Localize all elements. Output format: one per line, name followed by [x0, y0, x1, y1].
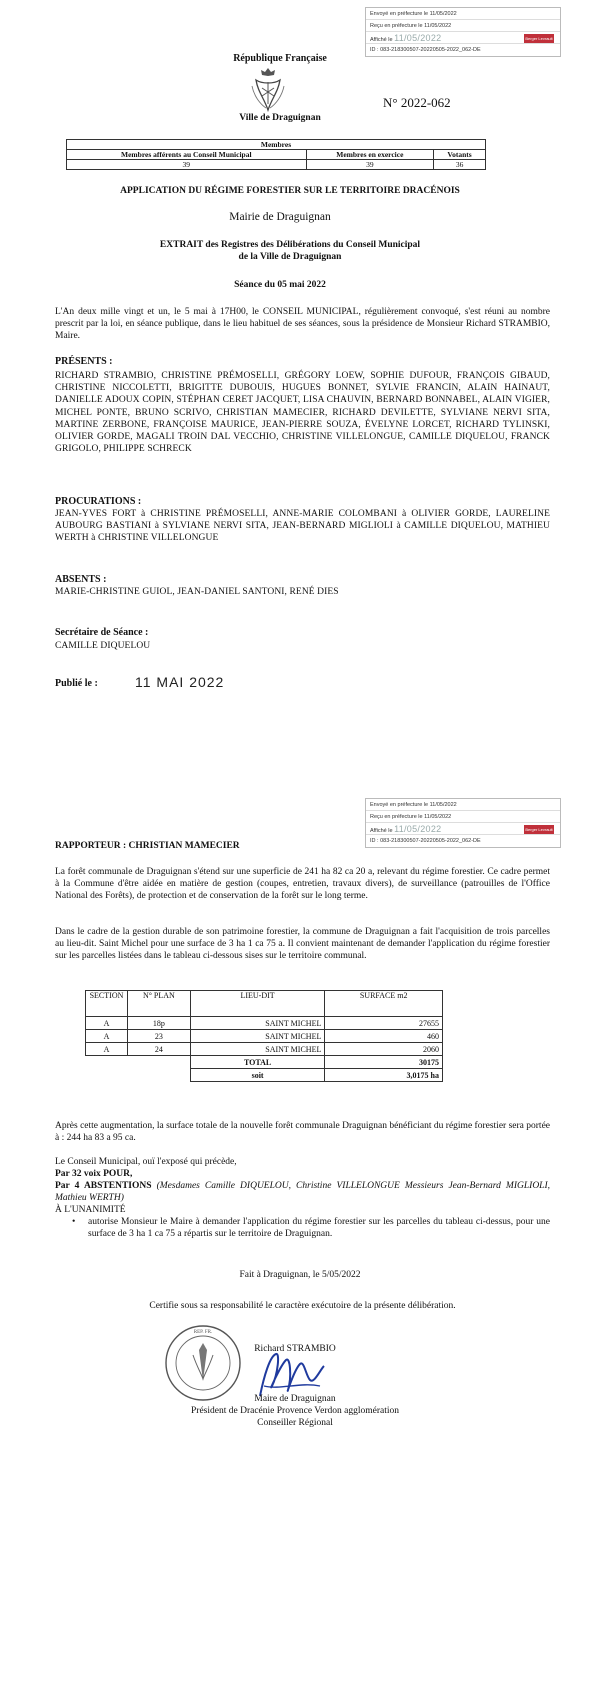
presents-list: RICHARD STRAMBIO, CHRISTINE PRÉMOSELLI, GRÉGORY LOEW, SOPHIE DUFOUR, FRANÇOIS GIBAUD, CHRISTINE NICCOLETTI, BRIGITTE DUBOUIS, HUGUES BONNET, SYLVIE FRANCIN, ALAIN HAINAUT, DANIELLE ADOUX COPIN, STÉPHAN CERET JACQUET, LISA CHAUVIN, BERNARD BONNABEL, ALAIN VIGIER, MICHEL PONTE, BRUNO SCRIVO, CHRISTIAN MAMECIER, RICHARD DEVILETTE, SYLVIANE NERVI SITA, MARTINE ZERBONE, FRANÇOISE MAURICE, JEAN-PIERRE SOUZA, ÉVELYNE LORCET, RICHARD TYLINSKI, OLIVIER GORDE, MAGALI TROIN DAL VECCHIO, CHRISTINE VILLELONGUE, CAMILLE DIQUELOU, FRANCK GRIGOLO, PHILIPPE SCHRECK: [55, 371, 550, 455]
intro-paragraph: L'An deux mille vingt et un, le 5 mai à 17H00, le CONSEIL MUNICIPAL, régulièrement convoqué, s'est réuni au nombre prescrit par la loi, en séance publique, dans le lieu habituel de ses séances, sous la présidence de Monsieur Richard STRAMBIO, Maire.: [55, 307, 550, 341]
rapporteur: [55, 841, 240, 851]
stamp-posted: [366, 32, 560, 44]
deliberation-number: N° 2022-062: [383, 95, 451, 110]
rapporteur-text: RAPPORTEUR : CHRISTIAN MAMECIER: [55, 841, 240, 851]
membres-value: 39: [67, 160, 307, 170]
parcels-header: SURFACE m2: [325, 991, 443, 1017]
membres-value: 39: [306, 160, 434, 170]
membres-table: [66, 139, 486, 170]
paragraph-acquisition: Dans le cadre de la gestion durable de son patrimoine forestier, la commune de Draguignan a fait l'acquisition de trois parcelles au lieu-dit. Saint Michel pour une surface de 3 ha 1 ca 75 a. Il convient maintenant de demander l'application du régime forestier sur les parcelles listées dans le tableau ci-dessous sises sur le territoire communal.: [55, 927, 550, 961]
city-label: Ville de Draguignan: [239, 113, 321, 123]
parcels-header: LIEU-DIT: [190, 991, 325, 1017]
cell-plan: 23: [127, 1030, 190, 1043]
table-row-total: [86, 1056, 443, 1069]
cell-plan: 24: [127, 1043, 190, 1056]
table-row-soit: [86, 1069, 443, 1082]
stamp-posted-date: 11/05/2022: [394, 33, 442, 43]
stamp-posted-date: 11/05/2022: [394, 824, 442, 834]
republic-label: République Française: [233, 53, 327, 64]
procurations-label: PROCURATIONS :: [55, 496, 142, 507]
parcels-header: SECTION: [86, 991, 128, 1017]
seance-date: Séance du 05 mai 2022: [234, 280, 326, 290]
stamp-posted-label: Affiché le: [370, 828, 393, 834]
cell-surface: 460: [325, 1030, 443, 1043]
soit-label: soit: [190, 1069, 325, 1082]
prefecture-stamp: [365, 7, 561, 57]
bullet-icon: •: [72, 1217, 76, 1227]
paragraph-forest: La forêt communale de Draguignan s'étend sur une superficie de 241 ha 82 ca 20 a, relevant du régime forestier. Ce cadre permet à la Commune d'être aidée en matière de gestion (coupes, entretien, travaux divers), de surveillance (patrouilles de l'Office National des Forêts), de protection et de conservation de la forêt sur le long terme.: [55, 867, 550, 901]
membres-header: Membres afférents au Conseil Municipal: [67, 150, 307, 160]
membres-value: 36: [434, 160, 486, 170]
paragraph-total-surface: Après cette augmentation, la surface totale de la nouvelle forêt communale Draguignan bénéficiant du régime forestier sera portée à : 244 ha 83 a 95 ca.: [55, 1121, 550, 1143]
stamp-posted-label: Affiché le: [370, 37, 393, 43]
fait-a: Fait à Draguignan, le 5/05/2022: [239, 1270, 361, 1280]
absents-list: MARIE-CHRISTINE GUIOL, JEAN-DANIEL SANTONI, RENÉ DIES: [55, 587, 339, 597]
cell-section: A: [86, 1017, 128, 1030]
signatory-title-2: Président de Dracénie Provence Verdon agglomération: [191, 1406, 399, 1416]
city-emblem-icon: [248, 66, 288, 112]
extract-line-2: de la Ville de Draguignan: [238, 252, 342, 262]
mairie-label: Mairie de Draguignan: [229, 211, 331, 223]
presents-label: PRÉSENTS :: [55, 356, 113, 367]
cell-lieu-dit: SAINT MICHEL: [190, 1043, 325, 1056]
total-label: TOTAL: [190, 1056, 325, 1069]
absents-label: ABSENTS :: [55, 574, 107, 585]
cell-lieu-dit: SAINT MICHEL: [190, 1017, 325, 1030]
stamp-received: Reçu en préfecture le 11/05/2022: [366, 811, 560, 823]
resolution-text: autorise Monsieur le Maire à demander l'application du régime forestier sur les parcelles du tableau ci-dessus, pour une surface de 3 ha 1 ca 75 a répartis sur le territoire de Draguignan.: [88, 1217, 550, 1239]
soit-value: 3,0175 ha: [325, 1069, 443, 1082]
prefecture-stamp-2: [365, 798, 561, 848]
cell-surface: 2060: [325, 1043, 443, 1056]
publie-date-stamp: 11 MAI 2022: [135, 674, 225, 690]
berger-levrault-logo: Berger Levrault: [525, 827, 553, 832]
cell-plan: 18p: [127, 1017, 190, 1030]
certifie-line: Certifie sous sa responsabilité le caractère exécutoire de la présente délibération.: [149, 1301, 456, 1311]
table-row: [86, 1030, 443, 1043]
unanimite-line: À L'UNANIMITÉ: [55, 1205, 126, 1215]
votes-pour: Par 32 voix POUR,: [55, 1169, 133, 1179]
membres-header: Membres en exercice: [306, 150, 434, 160]
abstentions-names: (Mesdames Camille DIQUELOU, Christine VILLELONGUE Messieurs Jean-Bernard MIGLIOLI, Mathieu WERTH): [55, 1181, 551, 1203]
cell-section: A: [86, 1030, 128, 1043]
publie-label: Publié le :: [55, 678, 98, 689]
stamp-posted: [366, 823, 560, 835]
secretaire-label: Secrétaire de Séance :: [55, 627, 149, 638]
parcels-header: N° PLAN: [127, 991, 190, 1017]
membres-header: Votants: [434, 150, 486, 160]
svg-text:REP. FR.: REP. FR.: [193, 1330, 213, 1335]
total-value: 30175: [325, 1056, 443, 1069]
membres-title: Membres: [67, 140, 486, 150]
signatory-title-1: Maire de Draguignan: [254, 1394, 336, 1404]
signatory-title-3: Conseiller Régional: [257, 1418, 333, 1428]
city-seal-stamp-icon: [163, 1323, 243, 1403]
deliberation-title: APPLICATION DU RÉGIME FORESTIER SUR LE TERRITOIRE DRACÉNOIS: [120, 186, 460, 196]
cell-surface: 27655: [325, 1017, 443, 1030]
abstentions-count: Par 4 ABSTENTIONS: [55, 1181, 152, 1191]
table-row: [86, 1017, 443, 1030]
stamp-sent: Envoyé en préfecture le 11/05/2022: [366, 8, 560, 20]
table-row: [86, 1043, 443, 1056]
cell-section: A: [86, 1043, 128, 1056]
parcels-table: [85, 990, 443, 1082]
stamp-sent: Envoyé en préfecture le 11/05/2022: [366, 799, 560, 811]
stamp-id: ID : 083-218300507-20220505-2022_062-DE: [370, 47, 481, 53]
secretaire-name: CAMILLE DIQUELOU: [55, 641, 151, 651]
votes-abstentions: [55, 1180, 550, 1204]
stamp-received: Reçu en préfecture le 11/05/2022: [366, 20, 560, 32]
extract-line-1: EXTRAIT des Registres des Délibérations du Conseil Municipal: [159, 240, 421, 250]
stamp-id: ID : 083-218300507-20220505-2022_062-DE: [370, 838, 481, 844]
procurations-list: JEAN-YVES FORT à CHRISTINE PRÉMOSELLI, ANNE-MARIE COLOMBANI à OLIVIER GORDE, LAURELINE AUBOURG BASTIANI à SYLVIANE NERVI SITA, JEAN-BERNARD MIGLIOLI à CAMILLE DIQUELOU, MATHIEU WERTH à CHRISTINE VILLELONGUE: [55, 509, 550, 544]
cell-lieu-dit: SAINT MICHEL: [190, 1030, 325, 1043]
page-2-main: [0, 798, 595, 1689]
berger-levrault-logo: Berger Levrault: [525, 36, 553, 41]
conseil-line: Le Conseil Municipal, ouï l'exposé qui précède,: [55, 1157, 237, 1167]
signatory-name: Richard STRAMBIO: [254, 1344, 336, 1354]
page-1: [0, 0, 595, 835]
